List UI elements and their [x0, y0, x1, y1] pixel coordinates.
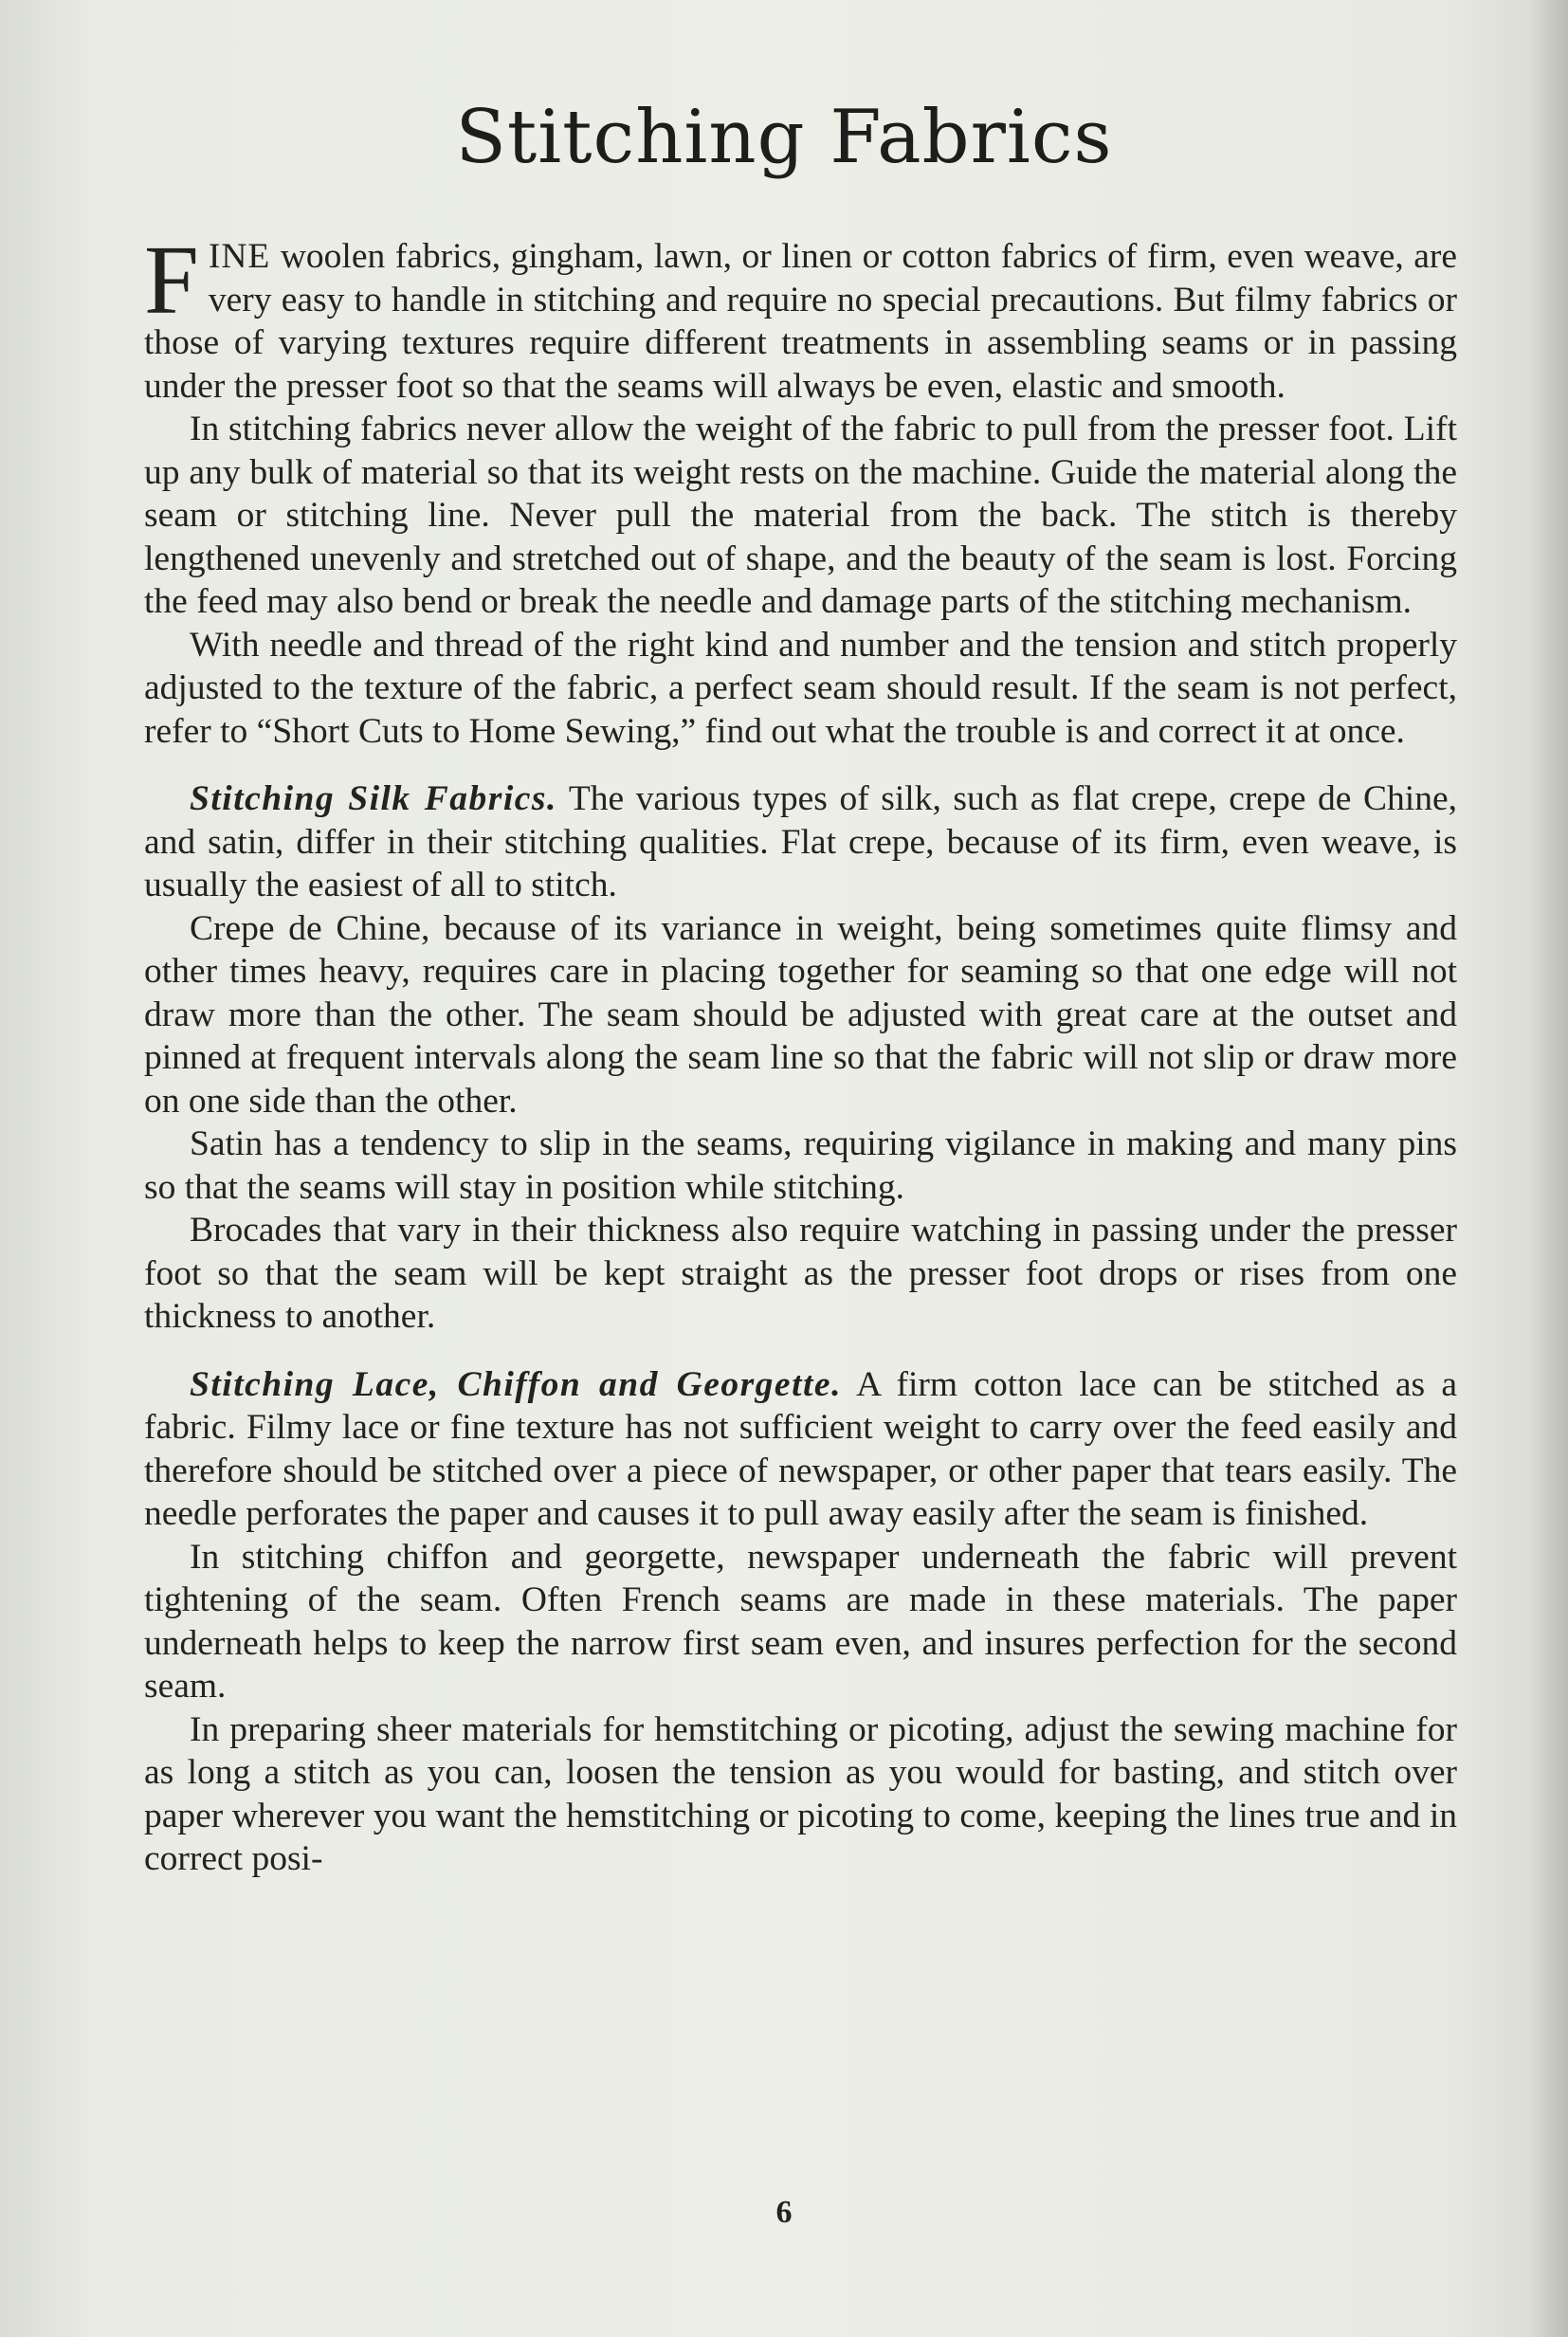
lace-section-heading: Stitching Lace, Chiffon and Georgette. — [190, 1364, 842, 1404]
lace-paragraph-3: In preparing sheer materials for hemstitching or picoting, adjust the sewing machine for as long a stitch as you can, loosen the tension as you would for basting, and stitch over paper wherever you want the hemstitching or picoting to come, keeping the lines true and in correct posi- — [144, 1709, 1457, 1878]
lace-paragraph-2: In stitching chiffon and georgette, newspaper underneath the fabric will prevent tightening of the seam. Often French seams are made in these materials. The paper underneath helps to keep the narrow first seam even, and insures perfection for the second seam. — [144, 1537, 1457, 1706]
silk-paragraph-1 — [144, 777, 1457, 907]
silk-paragraph-3: Satin has a tendency to slip in the seams, requiring vigilance in making and many pins so that the seams will stay in position while stitching. — [144, 1124, 1457, 1207]
lead-word: INE — [208, 237, 271, 276]
intro-paragraph-1-text: woolen fabrics, gingham, lawn, or linen or cotton fabrics of firm, even weave, are very easy to handle in stitching and require no special precautions. But filmy fabrics or those of varying textures require different treatments in assembling seams or in passing under the presser foot so that the seams will always be even, elastic and smooth. — [144, 237, 1457, 406]
drop-cap: F — [144, 226, 199, 335]
silk-section-heading: Stitching Silk Fabrics. — [190, 779, 557, 818]
lace-paragraph-1 — [144, 1363, 1457, 1536]
page-body — [144, 226, 1458, 1881]
lace-paragraph-1-text: A firm cotton lace can be stitched as a fabric. Filmy lace or fine texture has not sufficient weight to carry over the feed easily and therefore should be stitched over a piece of newspaper, or other paper that tears easily. The needle perforates the paper and causes it to pull away easily after the seam is finished. — [144, 1364, 1458, 1533]
silk-paragraph-2: Crepe de Chine, because of its variance in weight, being sometimes quite flimsy and other times heavy, requires care in placing together for seaming so that one edge will not draw more than the other. The seam should be adjusted with great care at the outset and pinned at frequent intervals along the seam line so that the fabric will not slip or draw more on one side than the other. — [144, 908, 1457, 1121]
intro-paragraph-3: With needle and thread of the right kind and number and the tension and stitch properly adjusted to the texture of the fabric, a perfect seam should result. If the seam is not perfect, refer to “Short Cuts to Home Sewing,” find out what the trouble is and correct it at once. — [144, 625, 1457, 751]
page-number: 6 — [775, 2195, 793, 2230]
intro-paragraph-1 — [144, 226, 1457, 408]
silk-paragraph-4: Brocades that vary in their thickness also require watching in passing under the presser foot so that the seam will be kept straight as the presser foot drops or rises from one thickness to another. — [144, 1211, 1457, 1336]
silk-paragraph-1-text: The various types of silk, such as flat crepe, crepe de Chine, and satin, differ in their stitching qualities. Flat crepe, because of its firm, even weave, is usually the easiest of all to stitch. — [144, 779, 1457, 904]
intro-paragraph-2: In stitching fabrics never allow the weight of the fabric to pull from the presser foot. Lift up any bulk of material so that its weight rests on the machine. Guide the material along the seam or stitching line. Never pull the material from the back. The stitch is thereby lengthened unevenly and stretched out of shape, and the beauty of the seam is lost. Forcing the feed may also bend or break the needle and damage parts of the stitching mechanism. — [144, 410, 1457, 621]
page-title: Stitching Fabrics — [455, 95, 1113, 180]
